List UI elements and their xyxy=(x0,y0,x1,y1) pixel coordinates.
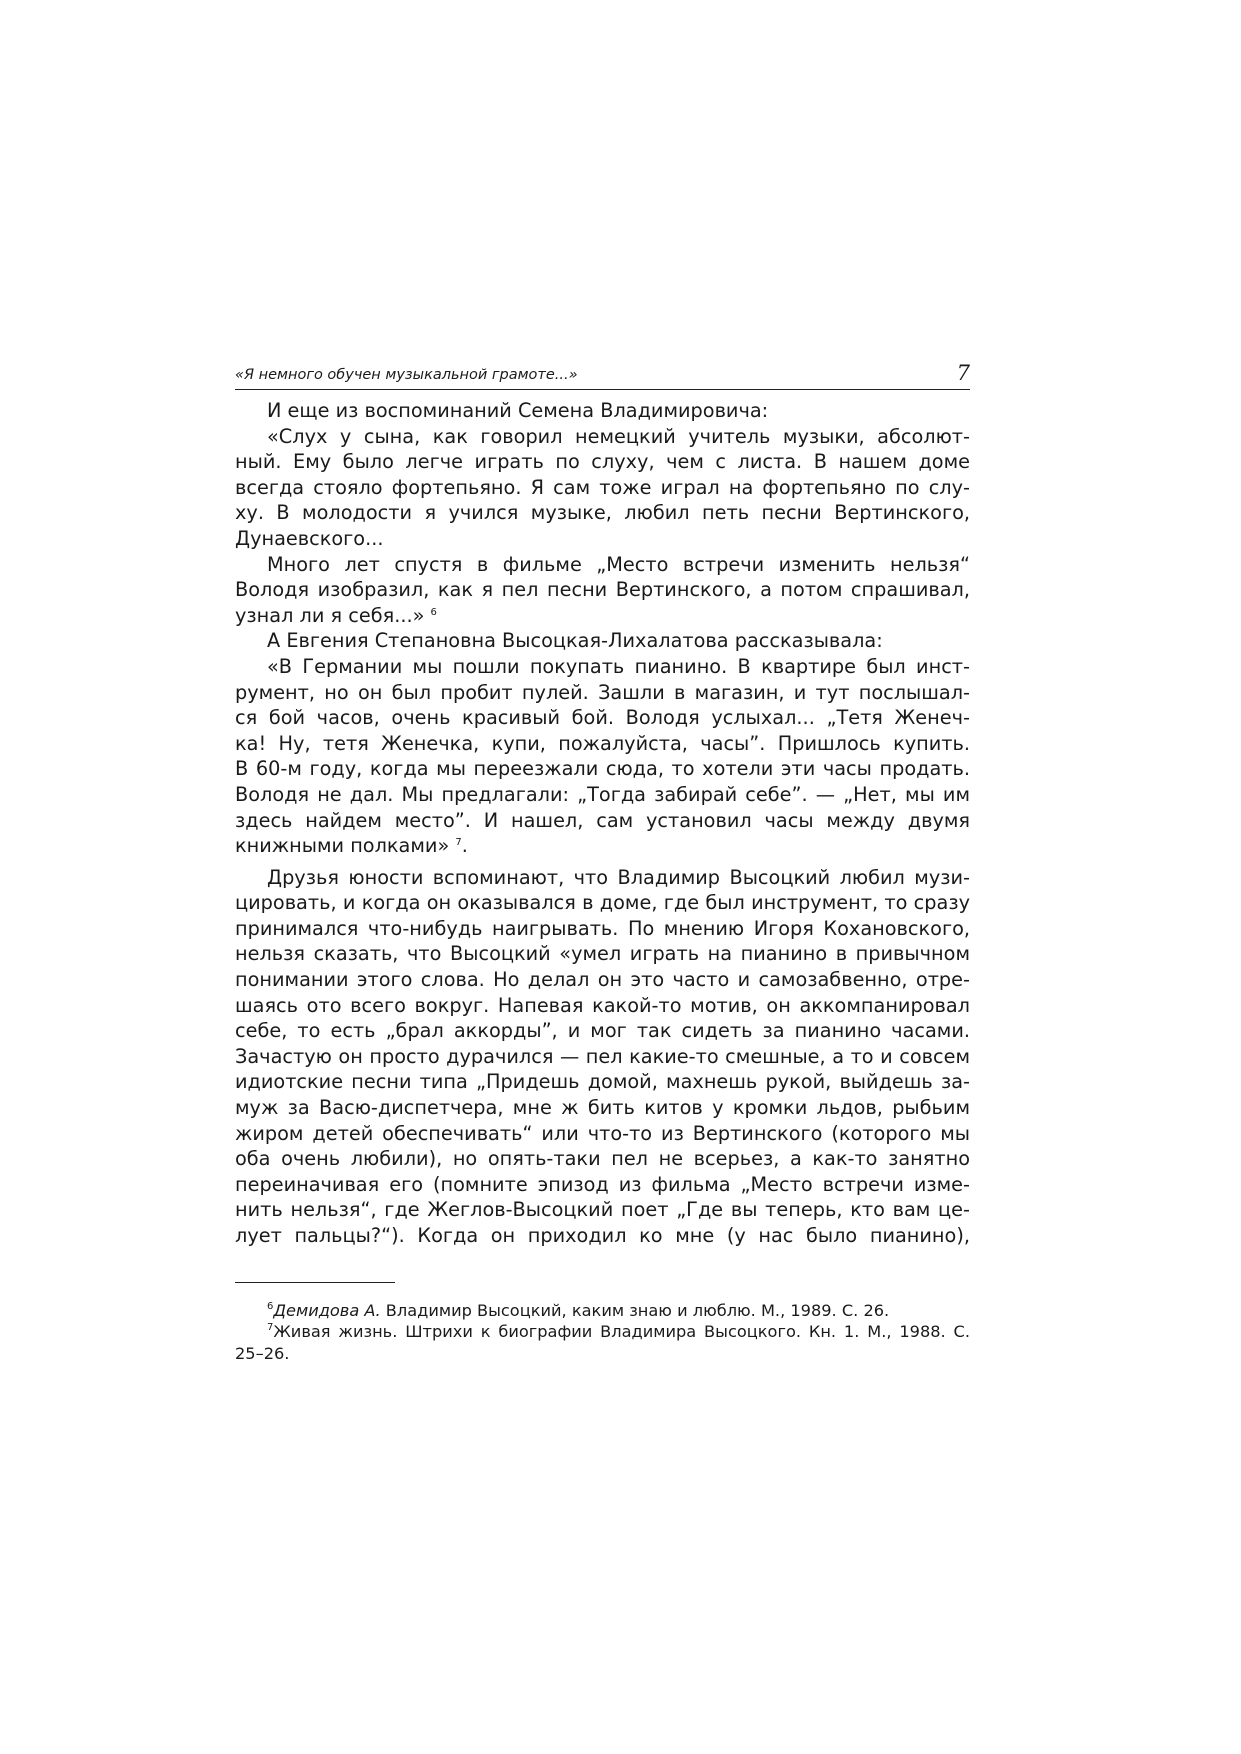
footnote-number: 6 xyxy=(267,1300,274,1312)
text-line: Много лет спустя в фильме „Место встречи изменить нельзя“ xyxy=(267,552,970,576)
text-line: ся бой часов, очень красивый бой. Володя услыхал... „Тетя Женеч- xyxy=(235,706,970,730)
text-line: И еще из воспоминаний Семена Владимировича: xyxy=(267,399,769,422)
text-line: здесь найдем место”. И нашел, сам установил часы между двумя xyxy=(235,808,970,832)
paragraph xyxy=(235,552,970,629)
text-line: шаясь ото всего вокруг. Напевая какой-то мотив, он аккомпанировал xyxy=(235,993,970,1017)
text-line xyxy=(235,833,970,859)
text-line: Друзья юности вспоминают, что Владимир Высоцкий любил музи- xyxy=(267,865,970,889)
text-line: лует пальцы?“). Когда он приходил ко мне (у нас было пианино), xyxy=(235,1224,970,1247)
footnote-ref-7[interactable]: 7 xyxy=(455,837,462,849)
text-line: жиром детей обеспечивать“ или что-то из Вертинского (которого мы xyxy=(235,1121,970,1145)
text-line: себе, то есть „брал аккорды”, и мог так сидеть за пианино часами. xyxy=(235,1019,970,1043)
text-line: всегда стояло фортепьяно. Я сам тоже играл на фортепьяно по слу- xyxy=(235,475,970,499)
page-number: 7 xyxy=(956,361,970,385)
text-line: принимался что-нибудь наигрывать. По мнению Игоря Кохановского, xyxy=(235,916,970,940)
text-line: румент, но он был пробит пулей. Зашли в магазин, и тут послышал- xyxy=(235,680,970,704)
text-line: понимании этого слова. Но делал он это часто и самозабвенно, отре- xyxy=(235,968,970,992)
text-line: В 60-м году, когда мы переезжали сюда, то хотели эти часы продать. xyxy=(235,757,970,781)
text-line xyxy=(235,603,970,629)
footnote-author: Демидова А. xyxy=(273,1300,381,1320)
footnote-text: Владимир Высоцкий, каким знаю и люблю. М., 1989. С. 26. xyxy=(380,1300,890,1320)
paragraph xyxy=(235,424,970,552)
running-head xyxy=(235,361,970,390)
footnote-ref-6[interactable]: 6 xyxy=(430,606,437,618)
paragraph xyxy=(235,628,970,654)
footnote-6 xyxy=(235,1300,970,1322)
text-line: Володя не дал. Мы предлагали: „Тогда забирай себе”. — „Нет, мы им xyxy=(235,782,970,806)
text-line: муж за Васю-диспетчера, мне ж бить китов у кромки льдов, рыбьим xyxy=(235,1096,970,1120)
footnote-7 xyxy=(235,1321,970,1364)
text-line: ный. Ему было легче играть по слуху, чем с листа. В нашем доме xyxy=(235,450,970,474)
text-line: ху. В молодости я учился музыке, любил петь песни Вертинского, xyxy=(235,501,970,525)
footnote-divider xyxy=(235,1282,395,1283)
text-line: «Слух у сына, как говорил немецкий учитель музыки, абсолют- xyxy=(267,424,970,448)
text-line: Зачастую он просто дурачился — пел какие-то смешные, а то и совсем xyxy=(235,1044,970,1068)
text-line: ка! Ну, тетя Женечка, купи, пожалуйста, часы”. Пришлось купить. xyxy=(235,731,970,755)
running-title: «Я немного обучен музыкальной грамоте...» xyxy=(235,367,578,383)
footnotes xyxy=(235,1300,970,1365)
text-line: нить нельзя“, где Жеглов-Высоцкий поет „Где вы теперь, кто вам це- xyxy=(235,1198,970,1222)
text-line: идиотские песни типа „Придешь домой, махнешь рукой, выйдешь за- xyxy=(235,1070,970,1094)
main-text xyxy=(235,398,970,1249)
text-line: «В Германии мы пошли покупать пианино. В квартире был инст- xyxy=(267,654,970,678)
book-page xyxy=(235,361,970,1364)
text-line: цировать, и когда он оказывался в доме, где был инструмент, то сразу xyxy=(235,891,970,915)
text-line: Дунаевского... xyxy=(235,526,384,550)
text-line: нельзя сказать, что Высоцкий «умел играть на пианино в привычном xyxy=(235,942,970,966)
paragraph xyxy=(235,654,970,859)
footnote-text: Живая жизнь. Штрихи к биографии Владимира Высоцкого. Кн. 1. М., 1988. С. 25–26. xyxy=(235,1322,970,1363)
footnote-number: 7 xyxy=(267,1322,274,1334)
text-line: оба очень любили), но опять-таки пел не всерьез, а как-то занятно xyxy=(235,1147,970,1171)
paragraph xyxy=(235,398,970,424)
line-text: книжными полками» xyxy=(235,834,450,858)
text-line: Володя изобразил, как я пел песни Вертинского, а потом спрашивал, xyxy=(235,578,970,602)
text-line: А Евгения Степановна Высоцкая-Лихалатова рассказывала: xyxy=(267,629,883,653)
paragraph xyxy=(235,865,970,1249)
line-text: узнал ли я себя...» xyxy=(235,603,425,627)
text-line: переиначивая его (помните эпизод из фильма „Место встречи изме- xyxy=(235,1172,970,1196)
line-tail: . xyxy=(461,834,468,858)
